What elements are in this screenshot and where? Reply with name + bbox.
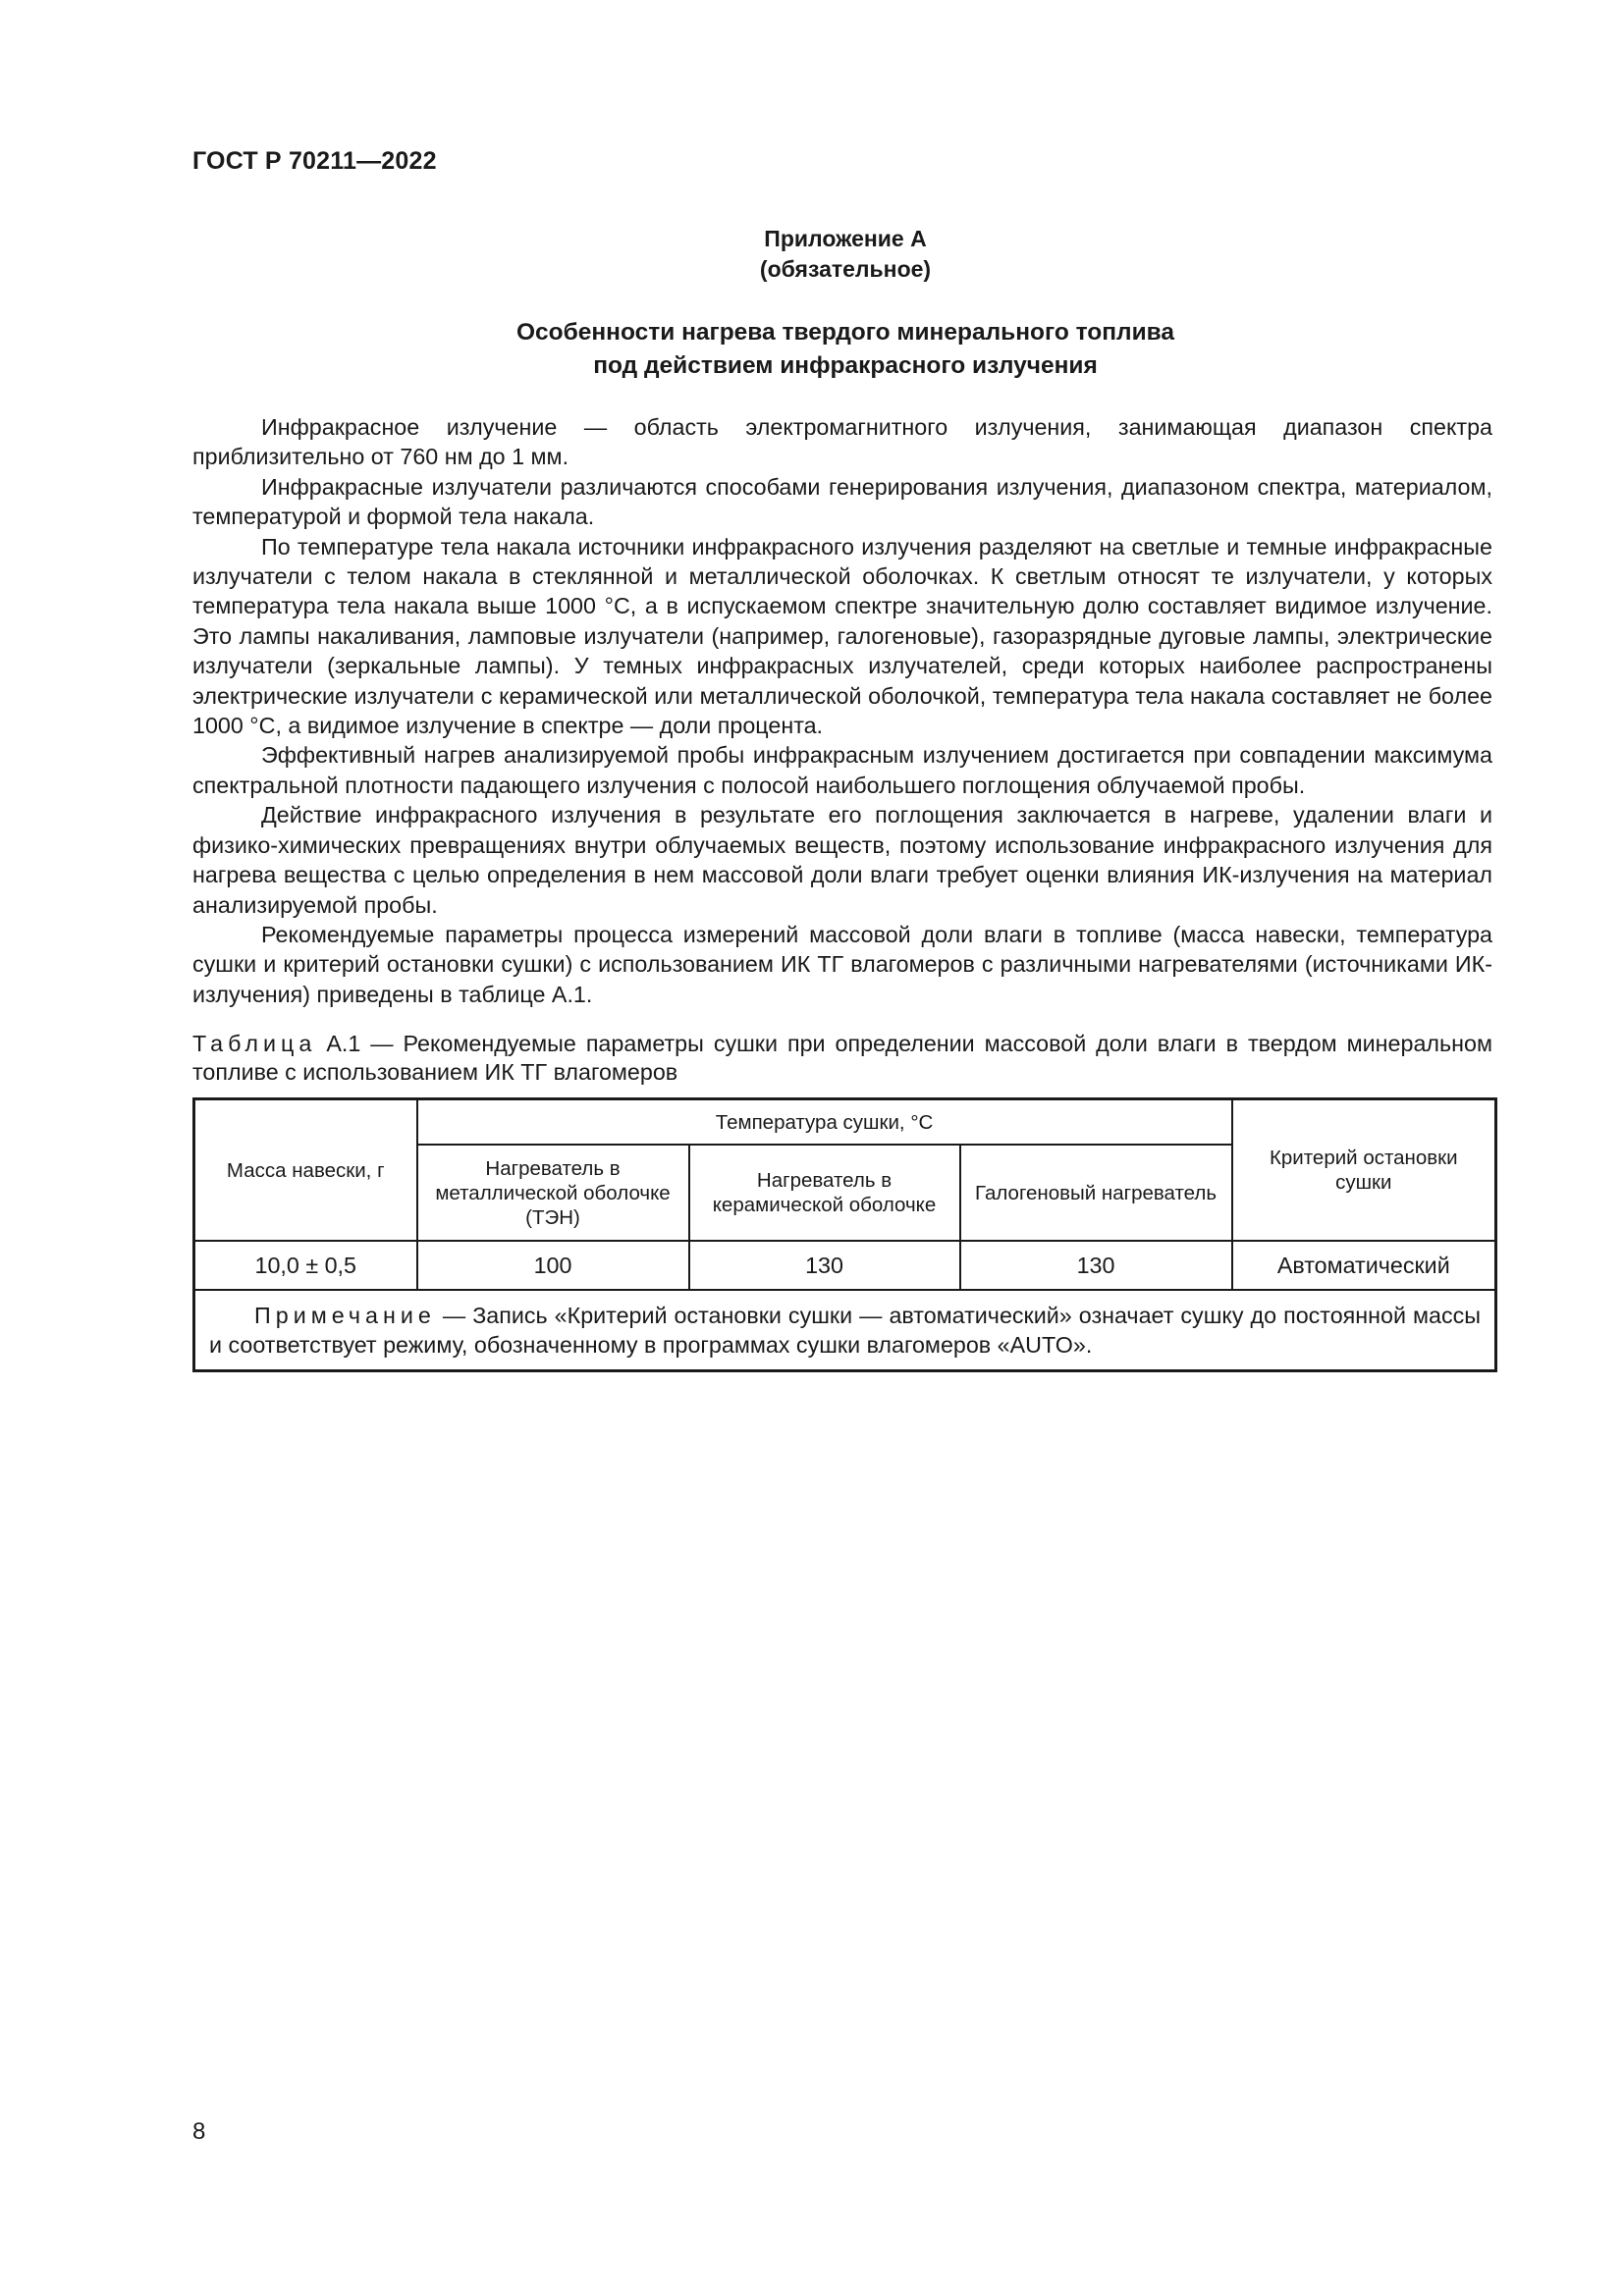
page-number: 8 [192, 2118, 206, 2145]
annex-status: (обязательное) [759, 256, 932, 282]
cell-temp-halogen: 130 [960, 1241, 1232, 1290]
cell-temp-metal: 100 [417, 1241, 689, 1290]
header-criterion: Критерий остановки сушки [1232, 1099, 1496, 1242]
paragraph: По температуре тела накала источники инфракрасного излучения разделяют на светлые и темные инфракрасные излучатели с телом накала в стеклянной и металлической оболочках. К светлым относят те излучатели, у которых температура тела накала выше 1000 °С, а в испускаемом спектре значительную долю составляет видимое излучение. Это лампы накаливания, ламповые излучатели (например, галогеновые), газоразрядные дуговые лампы, электрические излучатели (зеркальные лампы). У темных инфракрасных излучателей, среди которых наиболее распространены электрические излучатели с керамической или металлической оболочкой, температура тела накала составляет не более 1000 °С, а видимое излучение в спектре — доли процента. [192, 533, 1492, 739]
header-heater-ceramic: Нагреватель в керамической оболочке [689, 1145, 960, 1241]
cell-mass: 10,0 ± 0,5 [194, 1241, 417, 1290]
header-heater-metal: Нагреватель в металлической оболочке (ТЭН) [417, 1145, 689, 1241]
annex-title-line-1: Особенности нагрева твердого минерального топлива [515, 319, 1175, 346]
paragraph: Действие инфракрасного излучения в результате его поглощения заключается в нагреве, удалении влаги и физико-химических превращениях внутри облучаемых веществ, поэтому использование инфракрасного излучения для нагрева вещества с целью определения в нем массовой доли влаги требует оценки влияния ИК-излучения на материал анализируемой пробы. [192, 802, 1492, 918]
cell-temp-ceramic: 130 [689, 1241, 960, 1290]
table-note-row [194, 1290, 1496, 1371]
paragraph: Эффективный нагрев анализируемой пробы инфракрасным излучением достигается при совпадении максимума спектральной плотности падающего излучения с полосой наибольшего поглощения облучаемой пробы. [192, 742, 1492, 798]
header-heater-halogen: Галогеновый нагреватель [960, 1145, 1232, 1241]
table-header-row [194, 1099, 1496, 1146]
note-text: — Запись «Критерий остановки сушки — автоматический» означает сушку до постоянной массы и соответствует режиму, обозначенному в программах сушки влагомеров «AUTO». [209, 1303, 1482, 1358]
table-caption [192, 1030, 1492, 1087]
table-note [194, 1290, 1496, 1371]
drying-parameters-table [192, 1097, 1497, 1372]
table-row [194, 1241, 1496, 1290]
paragraph: Рекомендуемые параметры процесса измерений массовой доли влаги в топливе (масса навески, температура сушки и критерий остановки сушки) с использованием ИК ТГ влагомеров с различными нагревателями (источниками ИК-излучения) приведены в таблице А.1. [192, 921, 1492, 1007]
paragraph: Инфракрасное излучение — область электромагнитного излучения, занимающая диапазон спектра приблизительно от 760 нм до 1 мм. [192, 414, 1492, 470]
document-code: ГОСТ Р 70211—2022 [192, 147, 437, 175]
annex-title-line-2: под действием инфракрасного излучения [593, 352, 1098, 379]
annex-label: Приложение А [764, 226, 927, 251]
table-caption-label: Таблица [192, 1031, 317, 1056]
cell-criterion: Автоматический [1232, 1241, 1496, 1290]
annex-heading [192, 224, 1498, 285]
header-temperature: Температура сушки, °С [417, 1099, 1232, 1146]
annex-title [192, 316, 1498, 383]
paragraph: Инфракрасные излучатели различаются способами генерирования излучения, диапазоном спектра, материалом, температурой и формой тела накала. [192, 473, 1492, 530]
header-mass: Масса навески, г [194, 1099, 417, 1242]
note-label: Примечание [254, 1303, 436, 1328]
table-caption-text: А.1 — Рекомендуемые параметры сушки при определении массовой доли влаги в твердом минеральном топливе с использованием ИК ТГ влагомеров [192, 1031, 1492, 1085]
annex-body [192, 412, 1492, 1009]
